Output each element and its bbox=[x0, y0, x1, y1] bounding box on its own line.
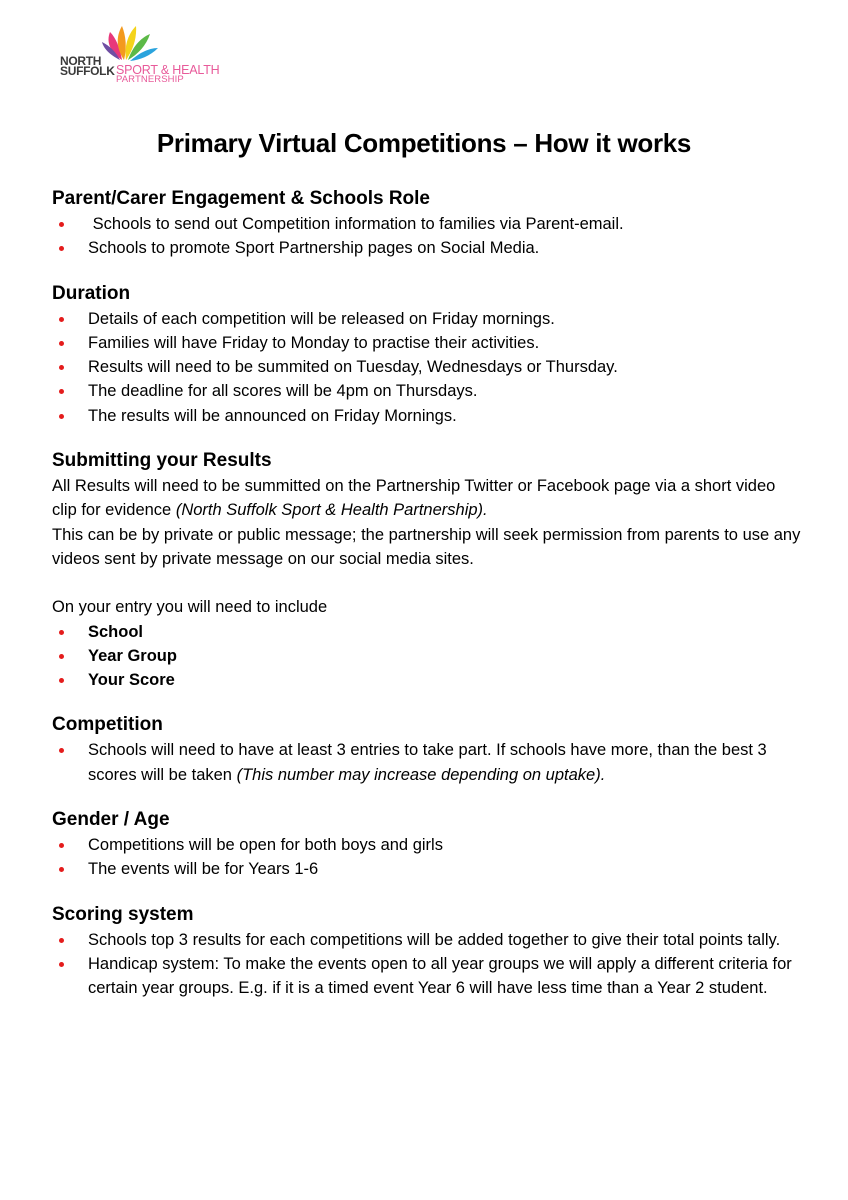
section-competition bbox=[52, 712, 802, 787]
section-heading-scoring: Scoring system bbox=[52, 903, 194, 925]
submitting-paragraph-1 bbox=[52, 474, 802, 523]
gender-list bbox=[52, 833, 802, 882]
document-body bbox=[52, 186, 802, 1021]
list-item: Details of each competition will be released on Friday mornings. bbox=[52, 307, 802, 331]
list-item: The results will be announced on Friday Mornings. bbox=[52, 404, 802, 428]
list-item bbox=[52, 738, 802, 787]
list-item: Schools top 3 results for each competitions will be added together to give their total points tally. bbox=[52, 928, 802, 952]
logo-partnership: PARTNERSHIP bbox=[116, 74, 184, 85]
scoring-list bbox=[52, 928, 802, 1001]
section-heading-competition: Competition bbox=[52, 714, 163, 736]
list-item: School bbox=[52, 620, 802, 644]
list-item: Handicap system: To make the events open to all year groups we will apply a different criteria for certain year groups. E.g. if it is a timed event Year 6 will have less time than a Year 2 student. bbox=[52, 952, 802, 1001]
list-item: The events will be for Years 1-6 bbox=[52, 857, 802, 881]
logo-fan-icon bbox=[100, 24, 180, 64]
list-item: Schools to promote Sport Partnership pages on Social Media. bbox=[52, 236, 802, 260]
section-engagement bbox=[52, 186, 802, 261]
logo bbox=[60, 24, 230, 86]
section-scoring bbox=[52, 902, 802, 1001]
section-heading-submitting: Submitting your Results bbox=[52, 450, 272, 472]
duration-list bbox=[52, 307, 802, 428]
list-item: Schools to send out Competition information to families via Parent-email. bbox=[52, 212, 802, 236]
section-gender bbox=[52, 807, 802, 882]
engagement-list bbox=[52, 212, 802, 261]
section-submitting bbox=[52, 448, 802, 692]
entry-requirements-list bbox=[52, 620, 802, 693]
section-heading-gender: Gender / Age bbox=[52, 809, 170, 831]
submitting-text: All Results will need to be summitted on the Partnership Twitter or Facebook page via a short video clip for evidence bbox=[52, 477, 776, 520]
submitting-paragraph-2: This can be by private or public message; the partnership will seek permission from parents to use any videos sent by private message on our social media sites. bbox=[52, 525, 801, 568]
entry-intro: On your entry you will need to include bbox=[52, 598, 328, 617]
logo-suffolk: SUFFOLK bbox=[60, 64, 115, 78]
competition-list bbox=[52, 738, 802, 787]
competition-text: Schools will need to have at least 3 entries to take part. If schools have more, than the best 3 scores will be taken bbox=[88, 741, 767, 784]
page-title: Primary Virtual Competitions – How it works bbox=[156, 128, 692, 158]
competition-note-italic: (This number may increase depending on uptake). bbox=[236, 765, 606, 784]
list-item: Families will have Friday to Monday to practise their activities. bbox=[52, 331, 802, 355]
logo-sport-health: SPORT & HEALTH bbox=[116, 63, 220, 77]
list-item: Year Group bbox=[52, 644, 802, 668]
list-item: The deadline for all scores will be 4pm on Thursdays. bbox=[52, 379, 802, 403]
list-item: Your Score bbox=[52, 668, 802, 692]
list-item: Competitions will be open for both boys and girls bbox=[52, 833, 802, 857]
section-duration bbox=[52, 281, 802, 428]
list-item: Results will need to be summited on Tuesday, Wednesdays or Thursday. bbox=[52, 355, 802, 379]
section-heading-engagement: Parent/Carer Engagement & Schools Role bbox=[52, 188, 430, 209]
section-heading-duration: Duration bbox=[52, 282, 131, 304]
partnership-name-italic: (North Suffolk Sport & Health Partnership). bbox=[175, 501, 488, 520]
logo-north: NORTH bbox=[60, 54, 102, 68]
